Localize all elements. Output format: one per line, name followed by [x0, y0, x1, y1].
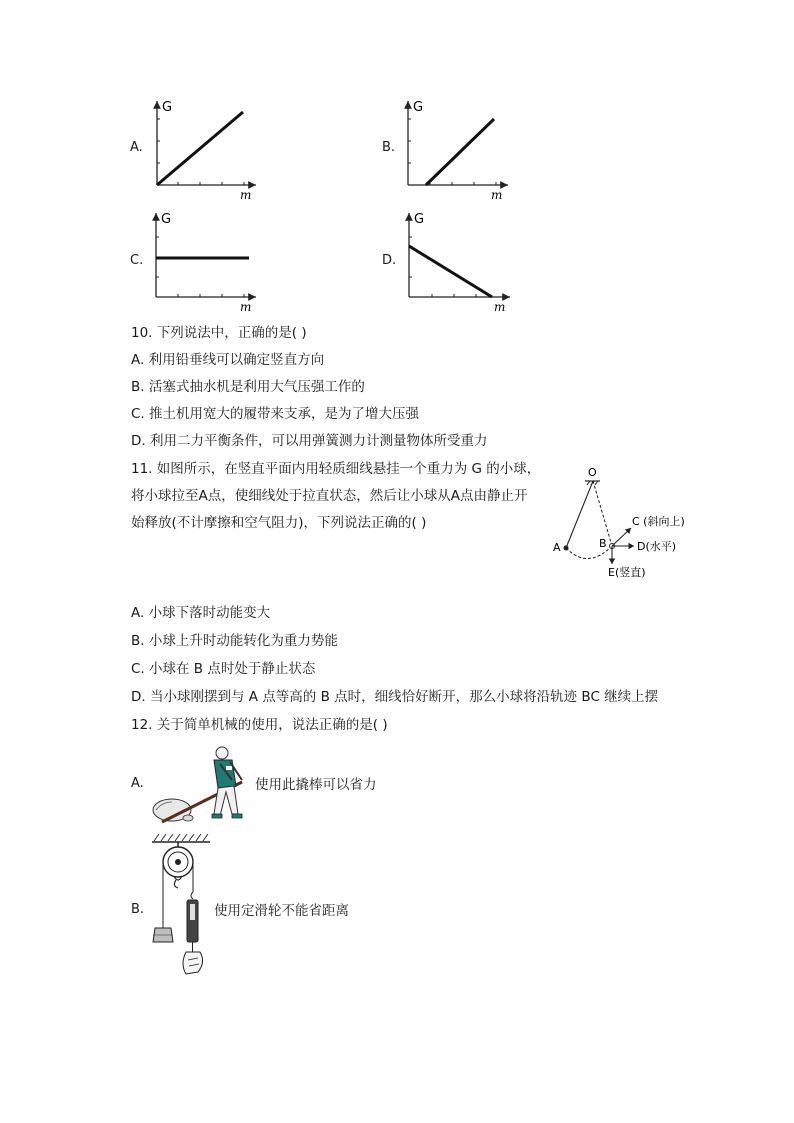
graph-b-x-label: m [491, 188, 503, 202]
point-e-label: E(竖直) [608, 566, 646, 579]
q12-option-b-label: B. [131, 902, 145, 917]
q11-stem-line-3: 始释放(不计摩擦和空气阻力)，下列说法正确的( ) [131, 515, 427, 531]
crowbar-figure [148, 744, 258, 828]
graph-d-y-label: G [414, 212, 425, 227]
q12-option-a-text: 使用此撬棒可以省力 [255, 777, 377, 793]
graph-c-x-label: m [240, 300, 252, 314]
graph-a-line [157, 112, 243, 185]
ball-at-a [564, 546, 569, 551]
graph-d-x-label: m [494, 300, 506, 314]
q10-option-d: D. 利用二力平衡条件，可以用弹簧测力计测量物体所受重力 [131, 433, 488, 449]
pendulum-figure [548, 462, 708, 586]
graph-d [380, 207, 520, 317]
q12-option-b-text: 使用定滑轮不能省距离 [214, 903, 349, 919]
q11-option-c: C. 小球在 B 点时处于静止状态 [131, 661, 316, 677]
graph-d-plot [400, 207, 520, 315]
graph-c [128, 207, 268, 317]
worker-head [216, 747, 228, 759]
q11-option-b: B. 小球上升时动能转化为重力势能 [131, 633, 338, 649]
graph-c-y-label: G [161, 212, 172, 227]
graph-d-line [409, 246, 492, 297]
q11-stem-line-2: 将小球拉至A点，使细线处于拉直状态，然后让小球从A点由静止开 [131, 488, 528, 504]
pulley-axle [175, 859, 181, 865]
pendulum-string [566, 481, 593, 548]
q10-option-c: C. 推土机用宽大的履带来支承，是为了增大压强 [131, 406, 420, 422]
point-a-label: A [553, 541, 561, 554]
graph-a [128, 95, 268, 205]
q10-option-b: B. 活塞式抽水机是利用大气压强工作的 [131, 379, 365, 395]
worker-pants [214, 786, 238, 816]
graph-a-x-label: m [240, 188, 252, 202]
graph-b-y-label: G [413, 100, 424, 115]
graph-b [380, 95, 520, 205]
graph-a-y-label: G [162, 100, 173, 115]
q12-option-a-label: A. [131, 776, 144, 791]
graph-c-plot [148, 207, 268, 315]
q11-stem-line-1: 11. 如图所示，在竖直平面内用轻质细线悬挂一个重力为 G 的小球， [131, 461, 541, 477]
arrow-c [612, 528, 631, 546]
graph-b-plot [400, 95, 520, 203]
graph-c-label: C. [130, 253, 144, 268]
point-o-label: O [588, 466, 597, 479]
graph-d-label: D. [382, 253, 397, 268]
graph-a-plot [148, 95, 268, 203]
q12-stem: 12. 关于简单机械的使用，说法正确的是( ) [131, 717, 388, 733]
point-c-label: C (斜向上) [632, 515, 685, 528]
q11-option-a: A. 小球下落时动能变大 [131, 605, 271, 621]
pulley-figure [146, 832, 218, 982]
hand [183, 952, 203, 974]
graph-b-line [426, 119, 494, 185]
graph-a-label: A. [130, 140, 143, 155]
point-d-label: D(水平) [637, 540, 677, 553]
q11-option-d: D. 当小球刚摆到与 A 点等高的 B 点时，细线恰好断开，那么小球将沿轨迹 BC 继续上摆 [131, 689, 659, 705]
point-b-label: B [599, 537, 607, 550]
worker-shirt [214, 760, 236, 788]
q10-stem: 10. 下列说法中，正确的是( ) [131, 325, 307, 341]
q10-option-a: A. 利用铅垂线可以确定竖直方向 [131, 352, 325, 368]
graph-b-label: B. [382, 140, 396, 155]
